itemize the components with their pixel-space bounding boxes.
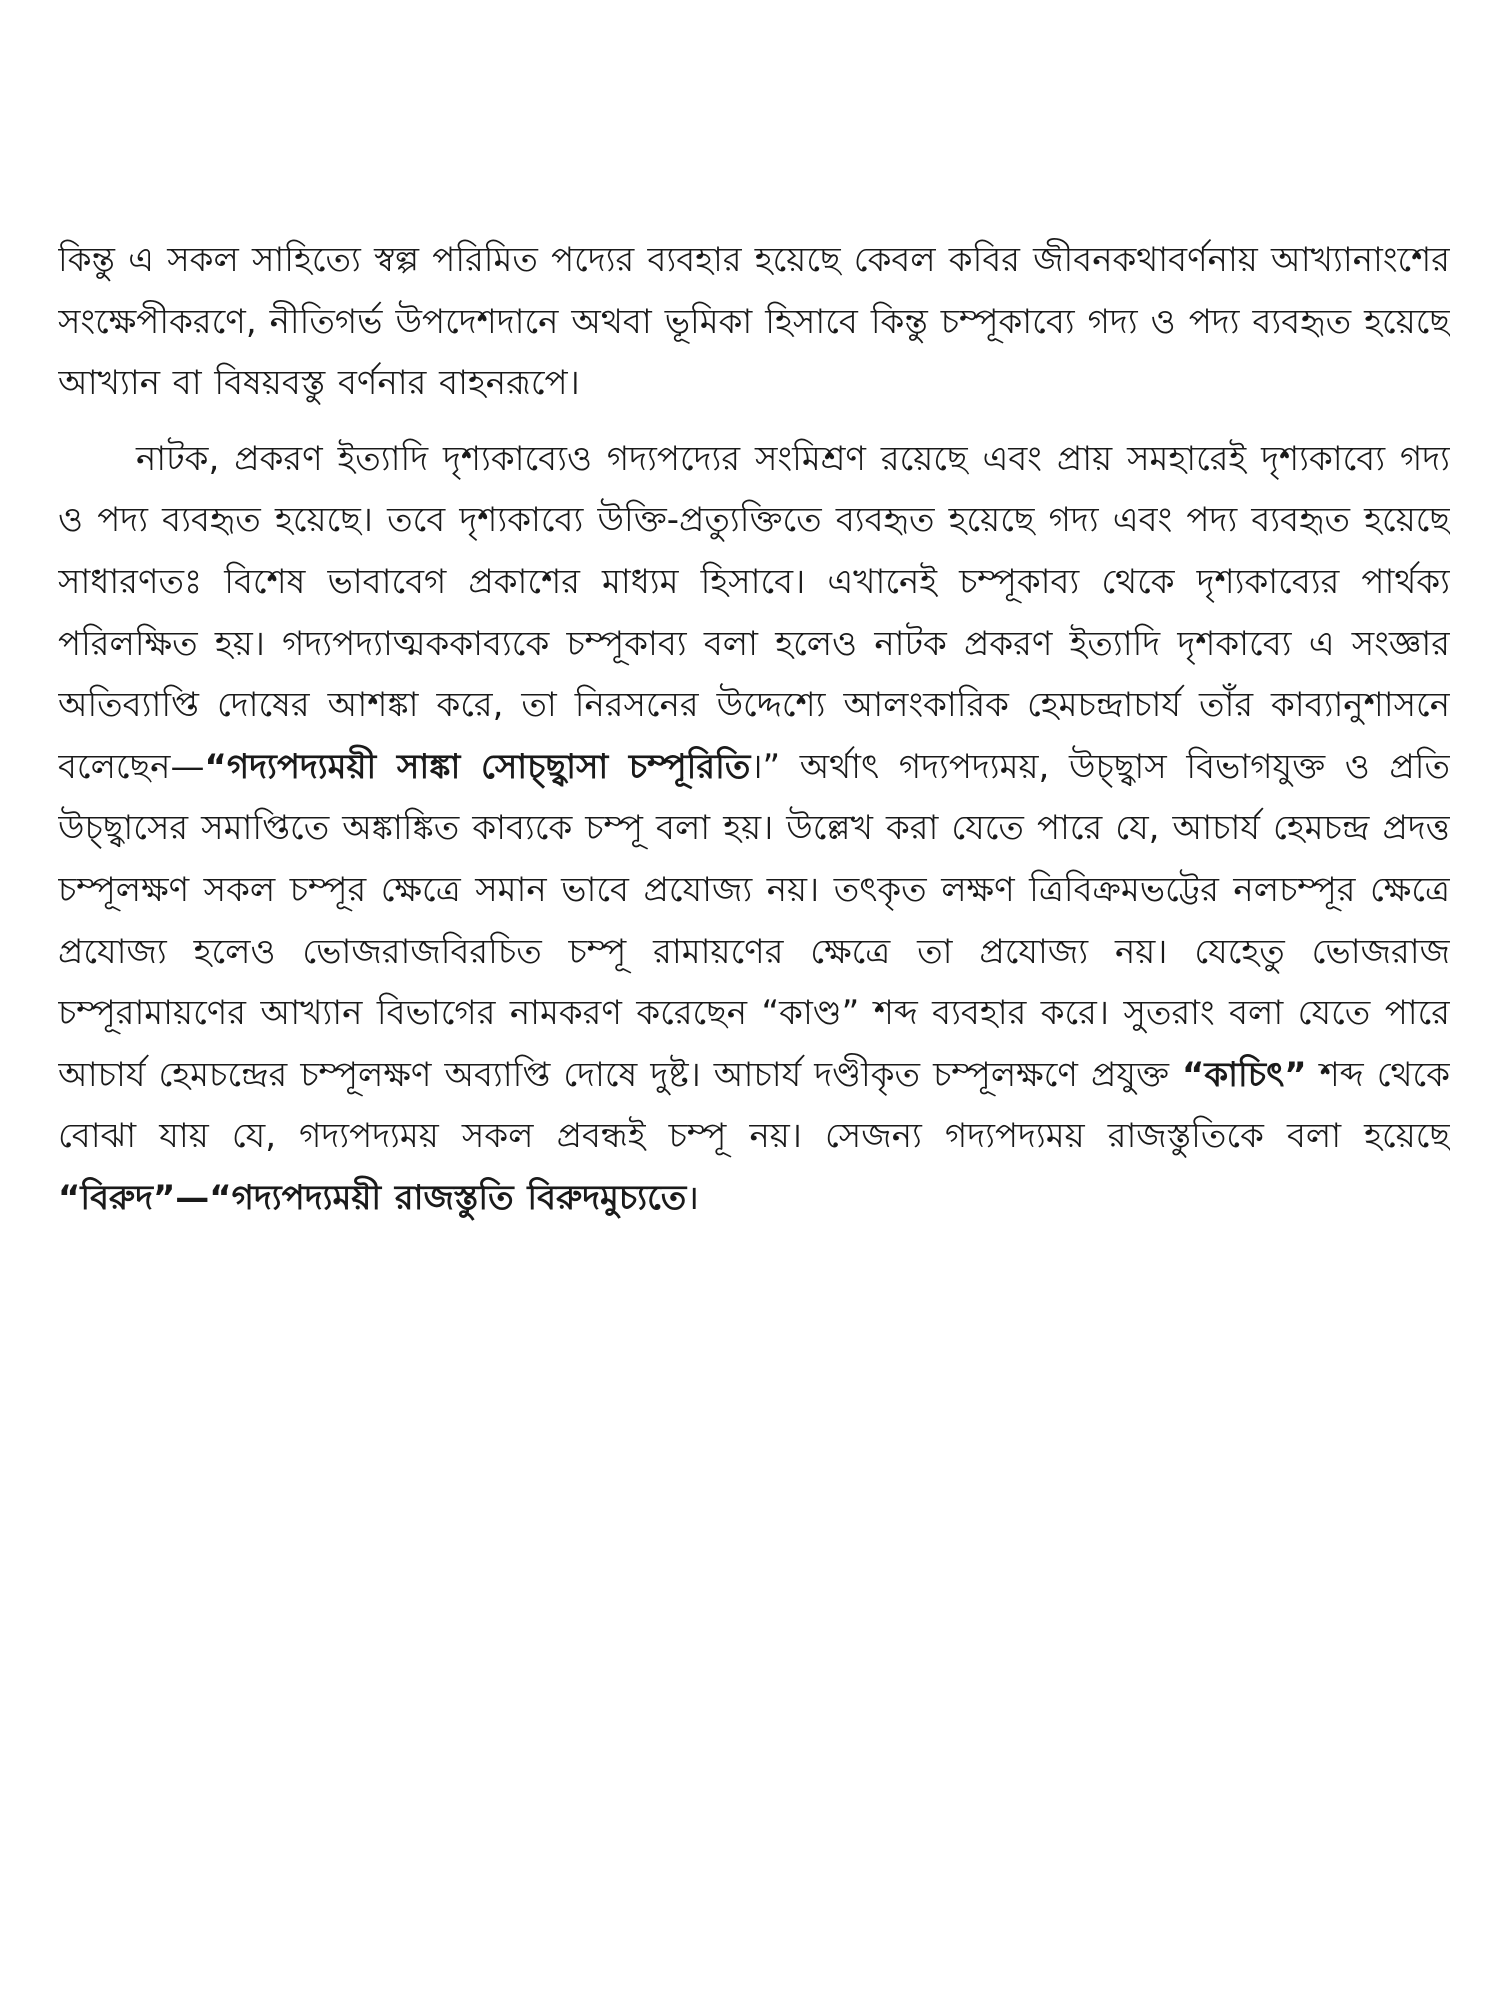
paragraph-2-text-2: ।” অর্থাৎ গদ্যপদ্যময়, উচ্ছ্বাস বিভাগযুক্ত ও প্রতি উচ্ছ্বাসের সমাপ্তিতে অঙ্কাঙ্কিত কাব্যকে চম্পূ বলা হয়। উল্লেখ করা যেতে পারে যে, আচার্য হেমচন্দ্র প্রদত্ত চম্পূলক্ষণ সকল চম্পূর ক্ষেত্রে সমান ভাবে প্রযোজ্য নয়। তৎকৃত লক্ষণ ত্রিবিক্রমভট্টের নলচম্পূর ক্ষেত্রে প্রযোজ্য হলেও ভোজরাজবিরচিত চম্পূ রামায়ণের ক্ষেত্রে তা প্রযোজ্য নয়। যেহেতু ভোজরাজ চম্পূরামায়ণের আখ্যান বিভাগের নামকরণ করেছেন “কাণ্ড” শব্দ ব্যবহার করে। সুতরাং বলা যেতে পারে আচার্য হেমচন্দ্রের চম্পূলক্ষণ অব্যাপ্তি দোষে দুষ্ট। আচার্য দণ্ডীকৃত চম্পূলক্ষণে প্রযুক্ত xyxy=(58,746,1450,1095)
paragraph-2-quote-hemachandra: “গদ্যপদ্যময়ী সাঙ্কা সোচ্ছ্বাসা চম্পূরিতি xyxy=(204,746,751,787)
paragraph-1-text: কিন্তু এ সকল সাহিত্যে স্বল্প পরিমিত পদ্যের ব্যবহার হয়েছে কেবল কবির জীবনকথাবর্ণনায় আখ্যানাংশের সংক্ষেপীকরণে, নীতিগর্ভ উপদেশদানে অথবা ভূমিকা হিসাবে কিন্তু চম্পূকাব্যে গদ্য ও পদ্য ব্যবহৃত হয়েছে আখ্যান বা বিষয়বস্তু বর্ণনার বাহনরূপে। xyxy=(58,240,1450,404)
paragraph-2-term-kachit: “কাচিৎ” xyxy=(1182,1054,1307,1095)
paragraph-1 xyxy=(58,230,1450,415)
paragraph-2 xyxy=(58,429,1450,1230)
paragraph-2-text-4: । xyxy=(686,1177,700,1218)
document-page xyxy=(58,230,1450,1750)
paragraph-2-text-3: শব্দ থেকে বোঝা যায় যে, গদ্যপদ্যময় সকল প্রবন্ধই চম্পূ নয়। সেজন্য গদ্যপদ্যময় রাজস্তুতিকে বলা হয়েছে xyxy=(58,1054,1450,1157)
paragraph-2-quote-biruda: “বিরুদ”—“গদ্যপদ্যময়ী রাজস্তুতি বিরুদমুচ্যতে xyxy=(58,1177,687,1218)
paragraph-2-text-1: নাটক, প্রকরণ ইত্যাদি দৃশ্যকাব্যেও গদ্যপদ্যের সংমিশ্রণ রয়েছে এবং প্রায় সমহারেই দৃশ্যকাব্যে গদ্য ও পদ্য ব্যবহৃত হয়েছে। তবে দৃশ্যকাব্যে উক্তি-প্রত্যুক্তিতে ব্যবহৃত হয়েছে গদ্য এবং পদ্য ব্যবহৃত হয়েছে সাধারণতঃ বিশেষ ভাবাবেগ প্রকাশের মাধ্যম হিসাবে। এখানেই চম্পূকাব্য থেকে দৃশ্যকাব্যের পার্থক্য পরিলক্ষিত হয়। গদ্যপদ্যাত্মককাব্যকে চম্পূকাব্য বলা হলেও নাটক প্রকরণ ইত্যাদি দৃশকাব্যে এ সংজ্ঞার অতিব্যাপ্তি দোষের আশঙ্কা করে, তা নিরসনের উদ্দেশ্যে আলংকারিক হেমচন্দ্রাচার্য তাঁর কাব্যানুশাসনে বলেছেন— xyxy=(58,438,1450,787)
